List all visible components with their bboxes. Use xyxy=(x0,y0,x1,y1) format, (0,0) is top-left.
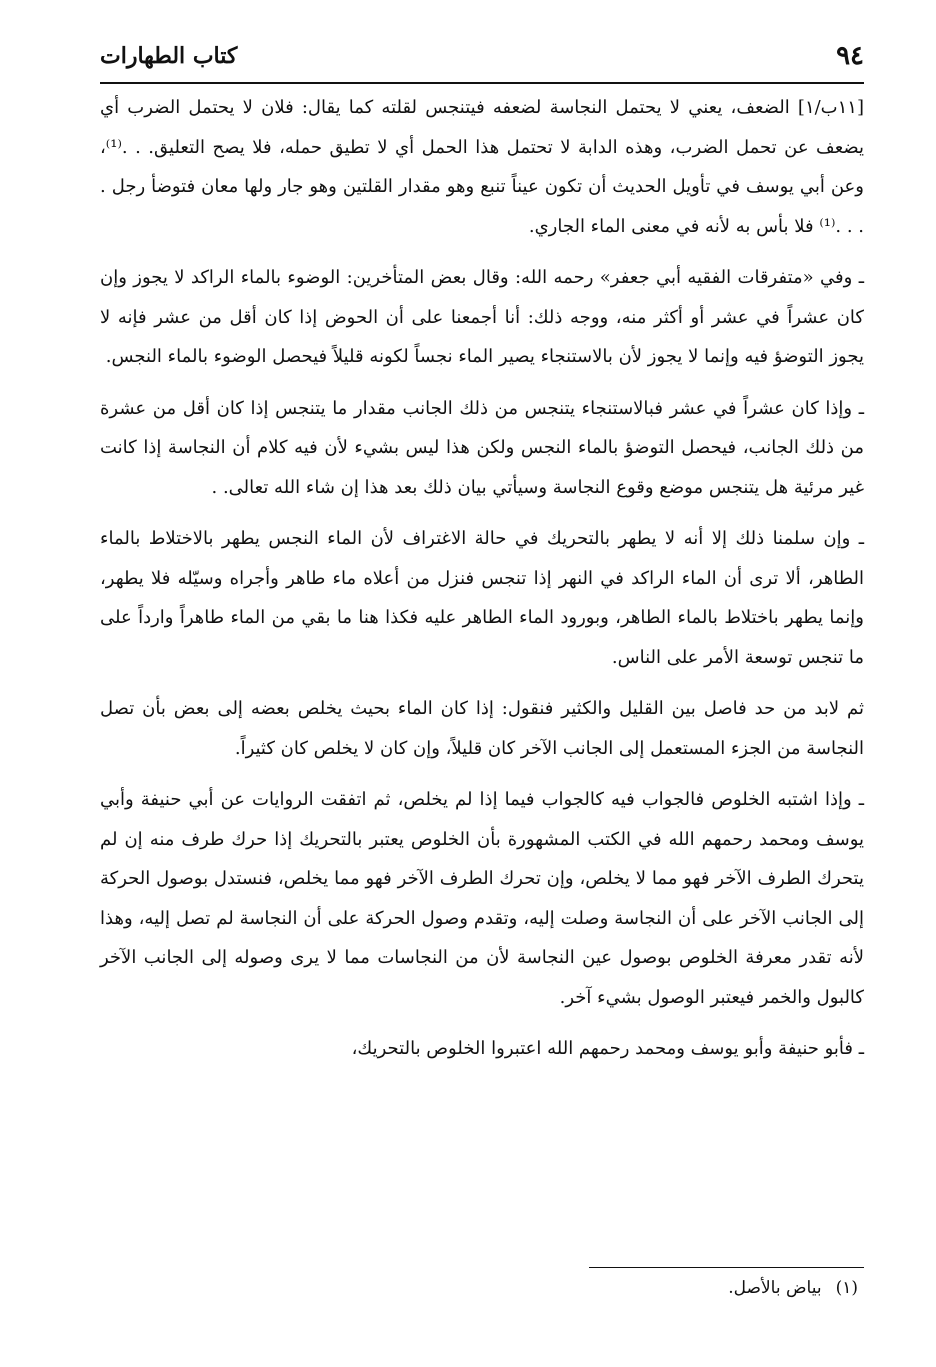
paragraph: ـ فأبو حنيفة وأبو يوسف ومحمد رحمهم الله اعتبروا الخلوص بالتحريك، xyxy=(351,1038,864,1059)
paragraph: ـ وإذا كان عشراً في عشر فبالاستنجاء يتنجس من ذلك الجانب مقدار ما يتنجس إذا كان أقل من عشرة من ذلك الجانب، فيحصل التوضؤ بالماء النجس ولكن هذا ليس بشيء لأن فيه كلام أن النجاسة إذا كانت غير مرئية هل يتنجس موضع وقوع النجاسة وسيأتي بيان ذلك بعد هذا إن شاء الله تعالى. . xyxy=(100,397,864,498)
paragraph: ـ وإذا اشتبه الخلوص فالجواب فيه كالجواب فيما إذا لم يخلص، ثم اتفقت الروايات عن أبي حنيفة وأبي يوسف ومحمد رحمهم الله في الكتب المشهورة بأن الخلوص يعتبر بالتحريك إذا حرك طرف منه إن لم يتحرك الطرف الآخر فهو مما لا يخلص، وإن تحرك الطرف الآخر فهو مما يخلص، فنستدل بوصول الحركة إلى الجانب الآخر على أن النجاسة وصلت إليه، وتقدم وصول الحركة على أن النجاسة لم تصل إليه، وهذا لأنه تقدر معرفة الخلوص بوصول عين النجاسة لأن من النجاسات مما لا يرى وصوله إلى الجانب الآخر كالبول والخمر فيعتبر الوصول بشيء آخر. xyxy=(100,789,864,1008)
paragraph: ـ وفي «متفرقات الفقيه أبي جعفر» رحمه الله: وقال بعض المتأخرين: الوضوء بالماء الراكد لا يجوز وإن كان عشراً في عشر أو أكثر منه، ووجه ذلك: أنا أجمعنا على أن الحوض إذا كان أقل من عشر فإنه لا يجوز التوضؤ فيه وإنما لا يجوز لأن بالاستنجاء يصير الماء نجساً لكونه قليلاً فيحصل الوضوء بالماء النجس. xyxy=(100,267,864,367)
footnote-divider xyxy=(589,1267,864,1268)
main-text xyxy=(100,88,864,1081)
paragraph: ـ وإن سلمنا ذلك إلا أنه لا يطهر بالتحريك في حالة الاغتراف لأن الماء النجس يطهر بالاختلاط بالماء الطاهر، ألا ترى أن الماء الراكد في النهر إذا تنجس فنزل من أعلاه ماء طاهر وأجراه وسيّله فلا يطهر، وإنما يطهر باختلاط بالماء الطاهر، وبورود الماء الطاهر عليه فكذا هنا ما بقي من الماء طاهراً وارداً على ما تنجس توسعة الأمر على الناس. xyxy=(100,528,864,668)
paragraph: ثم لابد من حد فاصل بين القليل والكثير فنقول: إذا كان الماء بحيث يخلص بعضه إلى بعض بأن تصل النجاسة من الجزء المستعمل إلى الجانب الآخر كان قليلاً، وإن كان لا يخلص كان كثيراً. xyxy=(100,698,864,759)
paragraph: [١١ب/١] الضعف، يعني لا يحتمل النجاسة لضعفه فيتنجس لقلته كما يقال: فلان لا يحتمل الضرب أي يضعف عن تحمل الضرب، وهذه الدابة لا تحتمل هذا الحمل أي لا تطيق حمله، فلا يصح التعليق. . .⁽¹⁾، وعن أبي يوسف في تأويل الحديث أن تكون عيناً تنبع وهو مقدار القلتين وهو جار ولها معان فتوضأ رجل . . . .⁽¹⁾ فلا بأس به لأنه في معنى الماء الجاري. xyxy=(100,97,864,237)
book-title: كتاب الطهارات xyxy=(100,43,238,69)
header-divider xyxy=(100,82,864,84)
page-header xyxy=(100,36,864,76)
footnote-number: (١) xyxy=(835,1278,858,1298)
footnote-text: بياض بالأصل. xyxy=(728,1278,822,1298)
footnote xyxy=(728,1278,858,1298)
page-number: ٩٤ xyxy=(836,41,864,71)
